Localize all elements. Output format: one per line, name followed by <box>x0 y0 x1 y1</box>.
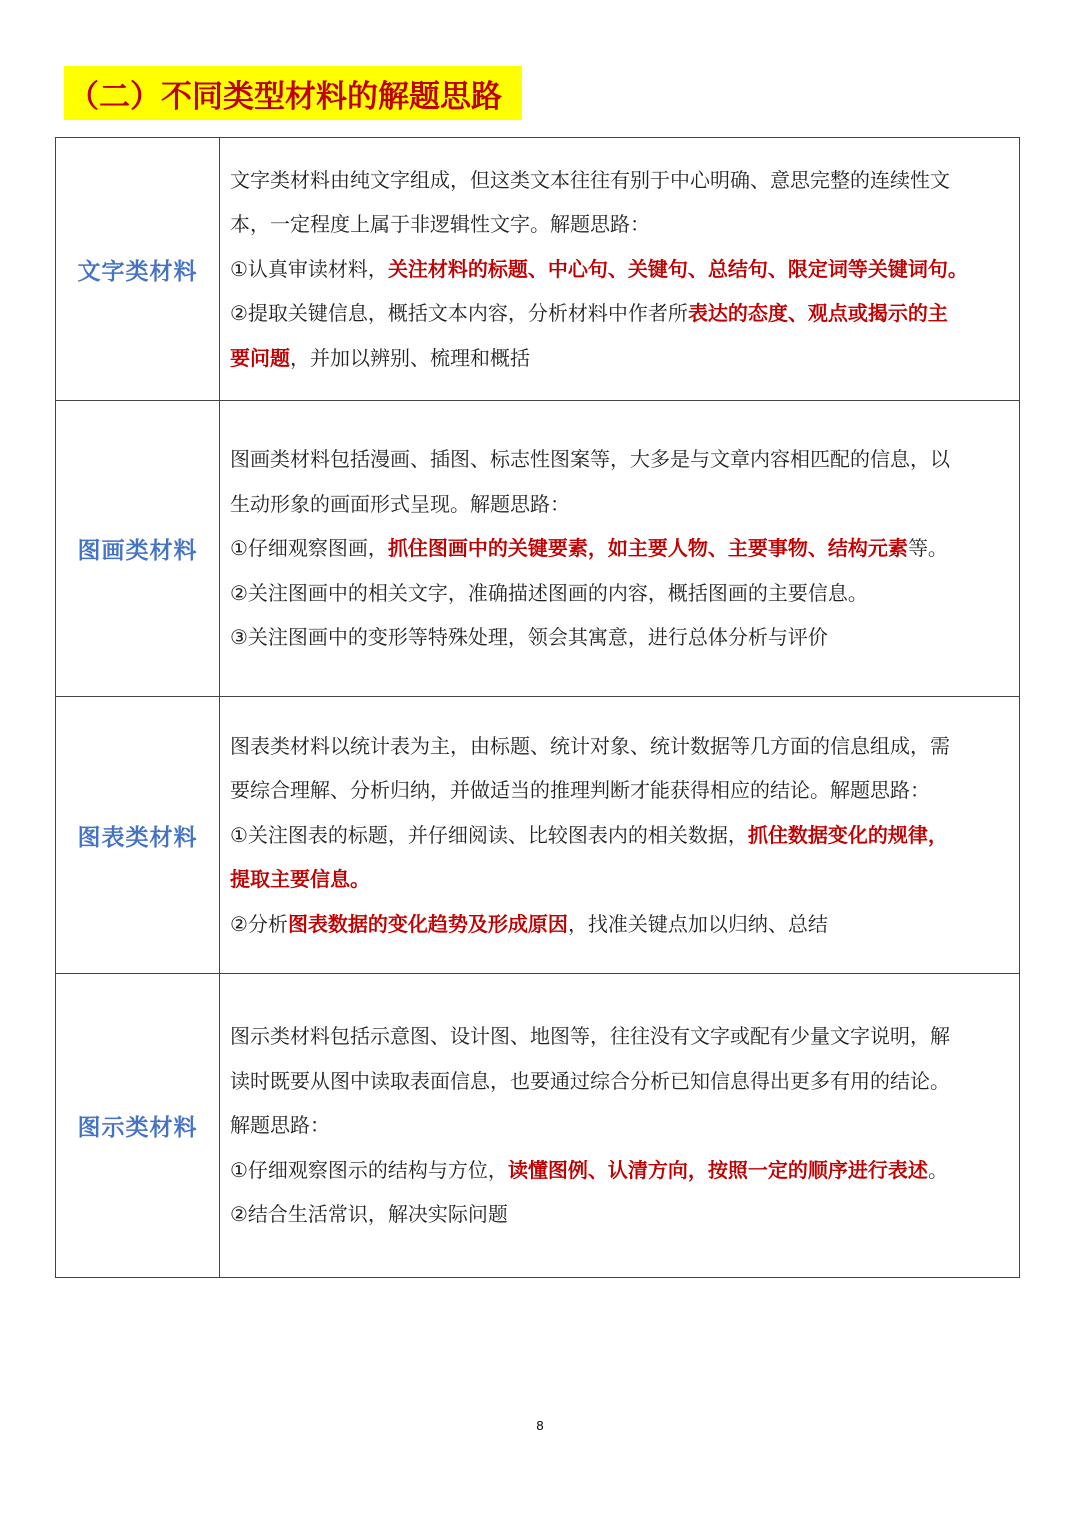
content-line <box>230 336 1011 381</box>
body-text: ①认真审读材料， <box>230 256 388 281</box>
body-text: 生动形象的画面形式呈现。解题思路： <box>230 491 570 516</box>
content-line <box>230 1192 1011 1237</box>
row-content-text-material <box>220 138 1020 401</box>
highlight-text: 提取主要信息。 <box>230 867 370 892</box>
highlight-text: 读懂图例、认清方向，按照一定的顺序进行表述 <box>507 1157 928 1182</box>
highlight-text: 表达的态度、观点或揭示的主 <box>687 301 948 326</box>
body-text: 图表类材料以统计表为主，由标题、统计对象、统计数据等几方面的信息组成，需 <box>230 733 950 758</box>
body-text: 文字类材料由纯文字组成，但这类文本往往有别于中心明确、意思完整的连续性文 <box>230 167 950 192</box>
highlight-text: 图表数据的变化趋势及形成原因 <box>287 911 568 936</box>
table-row <box>56 401 1020 697</box>
row-content-chart-material <box>220 697 1020 974</box>
table-row <box>56 697 1020 974</box>
content-line <box>230 571 1011 616</box>
content-line <box>230 902 1011 947</box>
content-line <box>230 526 1011 571</box>
content-line <box>230 291 1011 336</box>
body-text: ①仔细观察图示的结构与方位， <box>230 1157 508 1182</box>
body-text: 图画类材料包括漫画、插图、标志性图案等，大多是与文章内容相匹配的信息，以 <box>230 447 950 472</box>
body-text: 。 <box>927 1157 948 1182</box>
highlight-text: 抓住图画中的关键要素，如主要人物、主要事物、结构元素 <box>387 536 908 561</box>
body-text: ，并加以辨别、梳理和概括 <box>290 345 530 370</box>
row-label-text-material: 文字类材料 <box>56 138 220 401</box>
highlight-text: 要问题 <box>230 345 290 370</box>
content-line <box>230 813 1011 858</box>
body-text: 读时既要从图中读取表面信息，也要通过综合分析已知信息得出更多有用的结论。 <box>230 1068 950 1093</box>
content-line <box>230 482 1011 527</box>
row-label-diagram-material: 图示类材料 <box>56 974 220 1278</box>
highlight-text: 关注材料的标题、中心句、关键句、总结句、限定词等关键词句。 <box>387 256 968 281</box>
body-text: ①关注图表的标题，并仔细阅读、比较图表内的相关数据， <box>230 822 748 847</box>
materials-table <box>55 137 1020 1278</box>
content-line <box>230 615 1011 660</box>
content-line <box>230 768 1011 813</box>
highlight-text: 抓住数据变化的规律， <box>747 822 948 847</box>
content-line <box>230 724 1011 769</box>
body-text: ，找准关键点加以归纳、总结 <box>567 911 828 936</box>
row-label-picture-material: 图画类材料 <box>56 401 220 697</box>
content-line <box>230 202 1011 247</box>
content-line <box>230 158 1011 203</box>
row-content-diagram-material <box>220 974 1020 1278</box>
body-text: 图示类材料包括示意图、设计图、地图等，往往没有文字或配有少量文字说明，解 <box>230 1024 950 1049</box>
table-row <box>56 974 1020 1278</box>
content-line <box>230 247 1011 292</box>
body-text: ①仔细观察图画， <box>230 536 388 561</box>
page-number: 8 <box>536 1418 544 1433</box>
body-text: 要综合理解、分析归纳，并做适当的推理判断才能获得相应的结论。解题思路： <box>230 778 930 803</box>
content-line <box>230 437 1011 482</box>
body-text: ②关注图画中的相关文字，准确描述图画的内容，概括图画的主要信息。 <box>230 580 868 605</box>
body-text: ②结合生活常识，解决实际问题 <box>230 1202 508 1227</box>
row-label-chart-material: 图表类材料 <box>56 697 220 974</box>
table-row <box>56 138 1020 401</box>
body-text: ③关注图画中的变形等特殊处理，领会其寓意，进行总体分析与评价 <box>230 625 828 650</box>
content-line <box>230 1148 1011 1193</box>
body-text: 解题思路： <box>230 1113 330 1138</box>
content-line <box>230 857 1011 902</box>
body-text: ②提取关键信息，概括文本内容，分析材料中作者所 <box>230 301 688 326</box>
content-line <box>230 1014 1011 1059</box>
body-text: ②分析 <box>230 911 288 936</box>
body-text: 本，一定程度上属于非逻辑性文字。解题思路： <box>230 212 650 237</box>
body-text: 等。 <box>907 536 948 561</box>
title-banner <box>64 66 522 120</box>
page-title: （二）不同类型材料的解题思路 <box>68 78 502 115</box>
row-content-picture-material <box>220 401 1020 697</box>
content-line <box>230 1103 1011 1148</box>
content-line <box>230 1059 1011 1104</box>
